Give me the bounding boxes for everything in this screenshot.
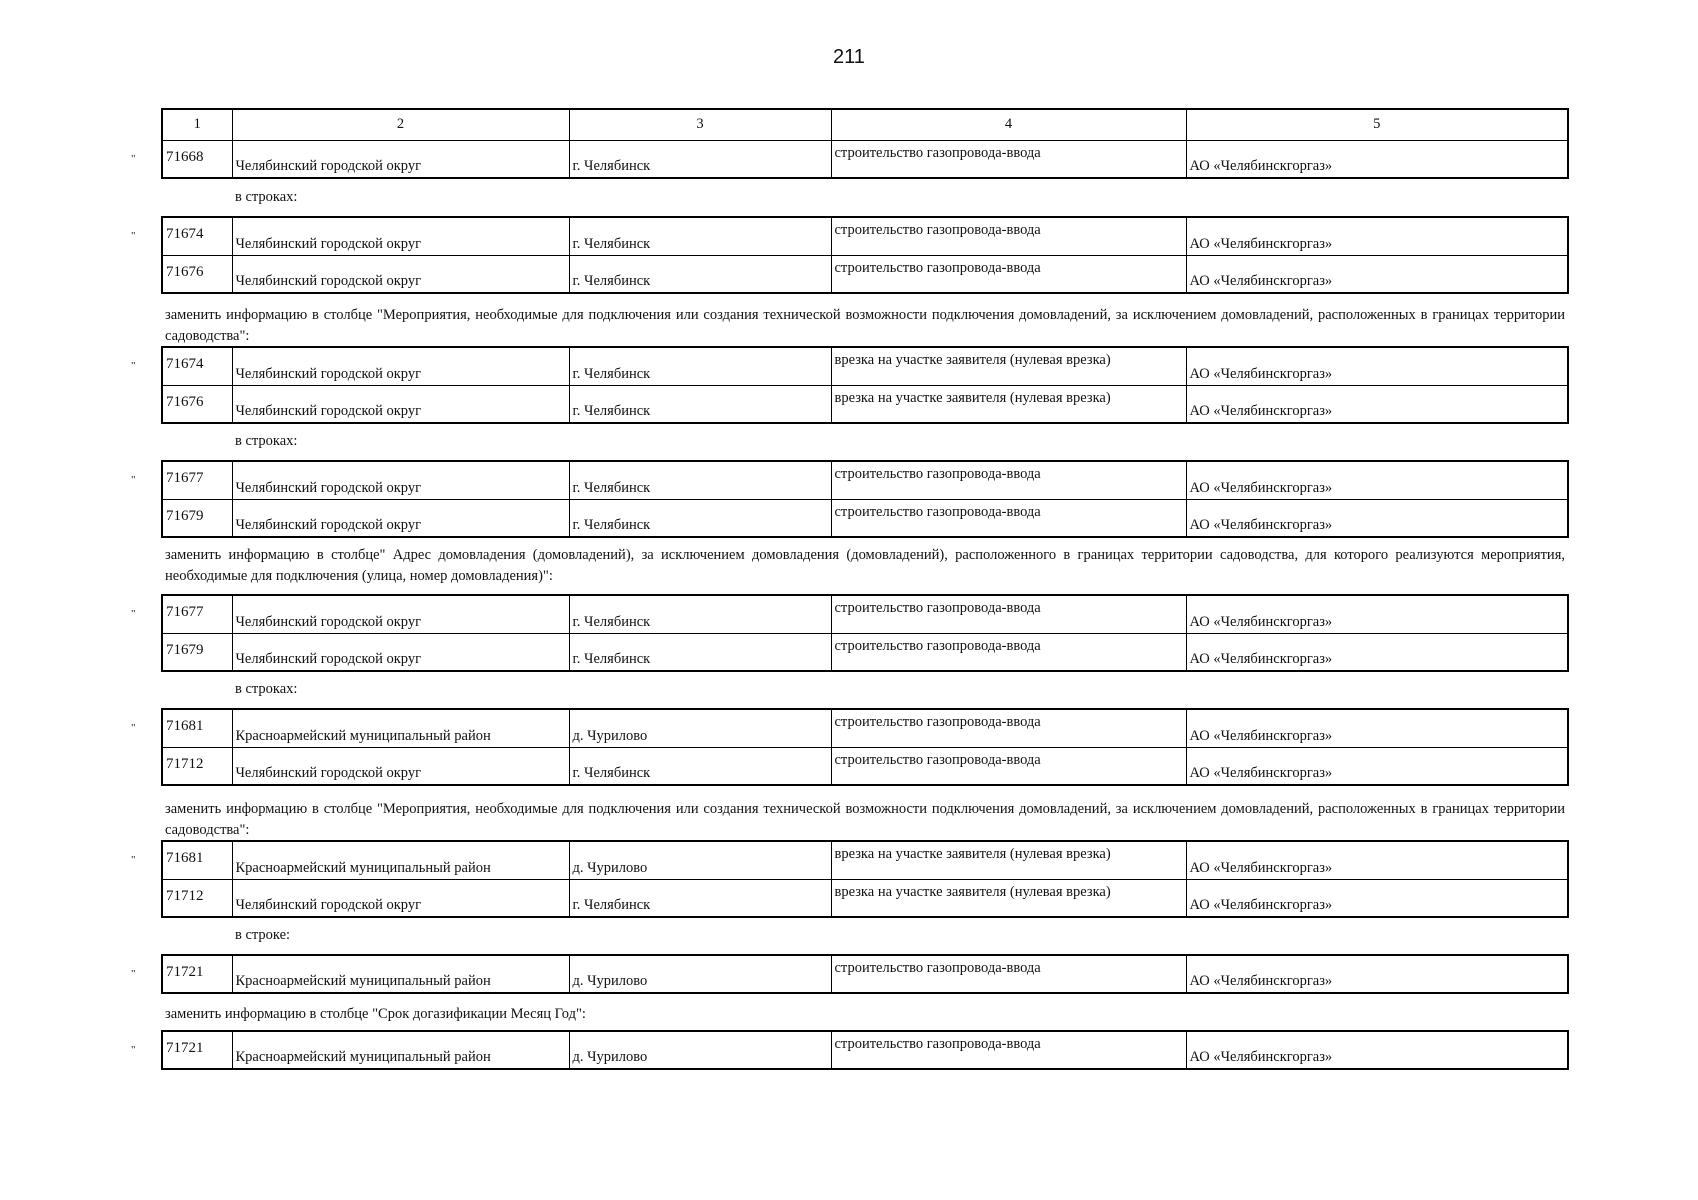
table-grid xyxy=(161,708,1569,786)
row-number: 71721 xyxy=(162,1031,232,1069)
settlement-cell: г. Челябинск xyxy=(569,747,831,785)
organization-cell: АО «Челябинскгоргаз» xyxy=(1186,461,1568,499)
settlement-cell: г. Челябинск xyxy=(569,461,831,499)
table-grid xyxy=(161,216,1569,294)
municipality-cell: Челябинский городской округ xyxy=(232,217,569,255)
row-number: 71674 xyxy=(162,217,232,255)
row-number: 71681 xyxy=(162,841,232,879)
organization-cell: АО «Челябинскгоргаз» xyxy=(1186,955,1568,993)
row-number: 71677 xyxy=(162,595,232,633)
row-number: 71676 xyxy=(162,385,232,423)
table-grid xyxy=(161,108,1569,179)
table-row xyxy=(162,499,1568,537)
row-number: 71681 xyxy=(162,709,232,747)
settlement-cell: д. Чурилово xyxy=(569,841,831,879)
row-number: 71721 xyxy=(162,955,232,993)
table-grid xyxy=(161,1030,1569,1070)
organization-cell: АО «Челябинскгоргаз» xyxy=(1186,217,1568,255)
activity-cell: строительство газопровода-ввода xyxy=(831,595,1186,633)
municipality-cell: Челябинский городской округ xyxy=(232,385,569,423)
row-number: 71677 xyxy=(162,461,232,499)
quote-mark: " xyxy=(131,474,136,486)
organization-cell: АО «Челябинскгоргаз» xyxy=(1186,385,1568,423)
table-row xyxy=(162,747,1568,785)
municipality-cell: Челябинский городской округ xyxy=(232,255,569,293)
row-number: 71712 xyxy=(162,879,232,917)
organization-cell: АО «Челябинскгоргаз» xyxy=(1186,633,1568,671)
settlement-cell: г. Челябинск xyxy=(569,879,831,917)
activity-cell: врезка на участке заявителя (нулевая врезка) xyxy=(831,385,1186,423)
amendment-table xyxy=(161,346,1567,424)
activity-cell: строительство газопровода-ввода xyxy=(831,1031,1186,1069)
amendment-table xyxy=(161,840,1567,918)
instruction-text: заменить информацию в столбце "Мероприятия, необходимые для подключения или создания технической возможности подключения домовладений, за исключением домовладений, расположенных в границах территории садоводства": xyxy=(165,307,1565,344)
quote-mark: " xyxy=(131,360,136,372)
activity-cell: строительство газопровода-ввода xyxy=(831,255,1186,293)
caption-text: в строке: xyxy=(235,927,291,943)
row-number: 71679 xyxy=(162,499,232,537)
table-grid xyxy=(161,840,1569,918)
municipality-cell: Красноармейский муниципальный район xyxy=(232,955,569,993)
amendment-table xyxy=(161,708,1567,786)
row-number: 71668 xyxy=(162,140,232,178)
organization-cell: АО «Челябинскгоргаз» xyxy=(1186,255,1568,293)
table-row xyxy=(162,347,1568,385)
activity-cell: строительство газопровода-ввода xyxy=(831,747,1186,785)
activity-cell: строительство газопровода-ввода xyxy=(831,217,1186,255)
quote-mark: " xyxy=(131,230,136,242)
table-row xyxy=(162,709,1568,747)
organization-cell: АО «Челябинскгоргаз» xyxy=(1186,595,1568,633)
quote-mark: " xyxy=(131,153,136,165)
amendment-table xyxy=(161,108,1567,179)
table-row xyxy=(162,633,1568,671)
activity-cell: врезка на участке заявителя (нулевая врезка) xyxy=(831,841,1186,879)
page-number: 211 xyxy=(833,46,865,68)
activity-cell: врезка на участке заявителя (нулевая врезка) xyxy=(831,879,1186,917)
table-grid xyxy=(161,594,1569,672)
row-number: 71676 xyxy=(162,255,232,293)
table-row xyxy=(162,841,1568,879)
table-row xyxy=(162,461,1568,499)
activity-cell: строительство газопровода-ввода xyxy=(831,140,1186,178)
quote-mark: " xyxy=(131,608,136,620)
table-grid xyxy=(161,460,1569,538)
settlement-cell: г. Челябинск xyxy=(569,255,831,293)
table-row xyxy=(162,255,1568,293)
table-header-row xyxy=(162,109,1568,140)
amendment-table xyxy=(161,460,1567,538)
municipality-cell: Челябинский городской округ xyxy=(232,747,569,785)
table-row xyxy=(162,217,1568,255)
municipality-cell: Челябинский городской округ xyxy=(232,347,569,385)
row-number: 71674 xyxy=(162,347,232,385)
activity-cell: строительство газопровода-ввода xyxy=(831,461,1186,499)
settlement-cell: г. Челябинск xyxy=(569,633,831,671)
header-cell-4: 4 xyxy=(831,109,1186,140)
settlement-cell: г. Челябинск xyxy=(569,499,831,537)
table-row xyxy=(162,140,1568,178)
organization-cell: АО «Челябинскгоргаз» xyxy=(1186,841,1568,879)
municipality-cell: Красноармейский муниципальный район xyxy=(232,709,569,747)
municipality-cell: Красноармейский муниципальный район xyxy=(232,841,569,879)
header-cell-1: 1 xyxy=(162,109,232,140)
organization-cell: АО «Челябинскгоргаз» xyxy=(1186,879,1568,917)
caption-text: в строках: xyxy=(235,189,298,205)
organization-cell: АО «Челябинскгоргаз» xyxy=(1186,499,1568,537)
activity-cell: строительство газопровода-ввода xyxy=(831,633,1186,671)
table-row xyxy=(162,879,1568,917)
settlement-cell: г. Челябинск xyxy=(569,217,831,255)
organization-cell: АО «Челябинскгоргаз» xyxy=(1186,140,1568,178)
row-number: 71712 xyxy=(162,747,232,785)
table-grid xyxy=(161,346,1569,424)
table-row xyxy=(162,1031,1568,1069)
municipality-cell: Челябинский городской округ xyxy=(232,140,569,178)
header-cell-2: 2 xyxy=(232,109,569,140)
row-number: 71679 xyxy=(162,633,232,671)
instruction-text: заменить информацию в столбце" Адрес домовладения (домовладений), за исключением домовладения (домовладений), расположенного в границах территории садоводства, для которого реализуются мероприятия, необходимые для подключения (улица, номер домовладения)": xyxy=(165,547,1565,584)
settlement-cell: г. Челябинск xyxy=(569,347,831,385)
activity-cell: строительство газопровода-ввода xyxy=(831,709,1186,747)
settlement-cell: г. Челябинск xyxy=(569,595,831,633)
table-grid xyxy=(161,954,1569,994)
table-row xyxy=(162,385,1568,423)
instruction-text: заменить информацию в столбце "Срок догазификации Месяц Год": xyxy=(165,1006,586,1022)
municipality-cell: Челябинский городской округ xyxy=(232,879,569,917)
municipality-cell: Челябинский городской округ xyxy=(232,595,569,633)
header-cell-5: 5 xyxy=(1186,109,1568,140)
amendment-table xyxy=(161,216,1567,294)
organization-cell: АО «Челябинскгоргаз» xyxy=(1186,1031,1568,1069)
amendment-table xyxy=(161,1030,1567,1070)
instruction-text: заменить информацию в столбце "Мероприятия, необходимые для подключения или создания технической возможности подключения домовладений, за исключением домовладений, расположенных в границах территории садоводства": xyxy=(165,801,1565,838)
organization-cell: АО «Челябинскгоргаз» xyxy=(1186,747,1568,785)
organization-cell: АО «Челябинскгоргаз» xyxy=(1186,709,1568,747)
quote-mark: " xyxy=(131,968,136,980)
quote-mark: " xyxy=(131,722,136,734)
settlement-cell: д. Чурилово xyxy=(569,955,831,993)
caption-text: в строках: xyxy=(235,433,298,449)
amendment-table xyxy=(161,594,1567,672)
municipality-cell: Красноармейский муниципальный район xyxy=(232,1031,569,1069)
table-row xyxy=(162,955,1568,993)
quote-mark: " xyxy=(131,854,136,866)
settlement-cell: г. Челябинск xyxy=(569,385,831,423)
settlement-cell: г. Челябинск xyxy=(569,140,831,178)
organization-cell: АО «Челябинскгоргаз» xyxy=(1186,347,1568,385)
municipality-cell: Челябинский городской округ xyxy=(232,633,569,671)
amendment-table xyxy=(161,954,1567,994)
header-cell-3: 3 xyxy=(569,109,831,140)
settlement-cell: д. Чурилово xyxy=(569,709,831,747)
activity-cell: строительство газопровода-ввода xyxy=(831,955,1186,993)
municipality-cell: Челябинский городской округ xyxy=(232,499,569,537)
activity-cell: строительство газопровода-ввода xyxy=(831,499,1186,537)
caption-text: в строках: xyxy=(235,681,298,697)
table-row xyxy=(162,595,1568,633)
activity-cell: врезка на участке заявителя (нулевая врезка) xyxy=(831,347,1186,385)
municipality-cell: Челябинский городской округ xyxy=(232,461,569,499)
quote-mark: " xyxy=(131,1044,136,1056)
settlement-cell: д. Чурилово xyxy=(569,1031,831,1069)
